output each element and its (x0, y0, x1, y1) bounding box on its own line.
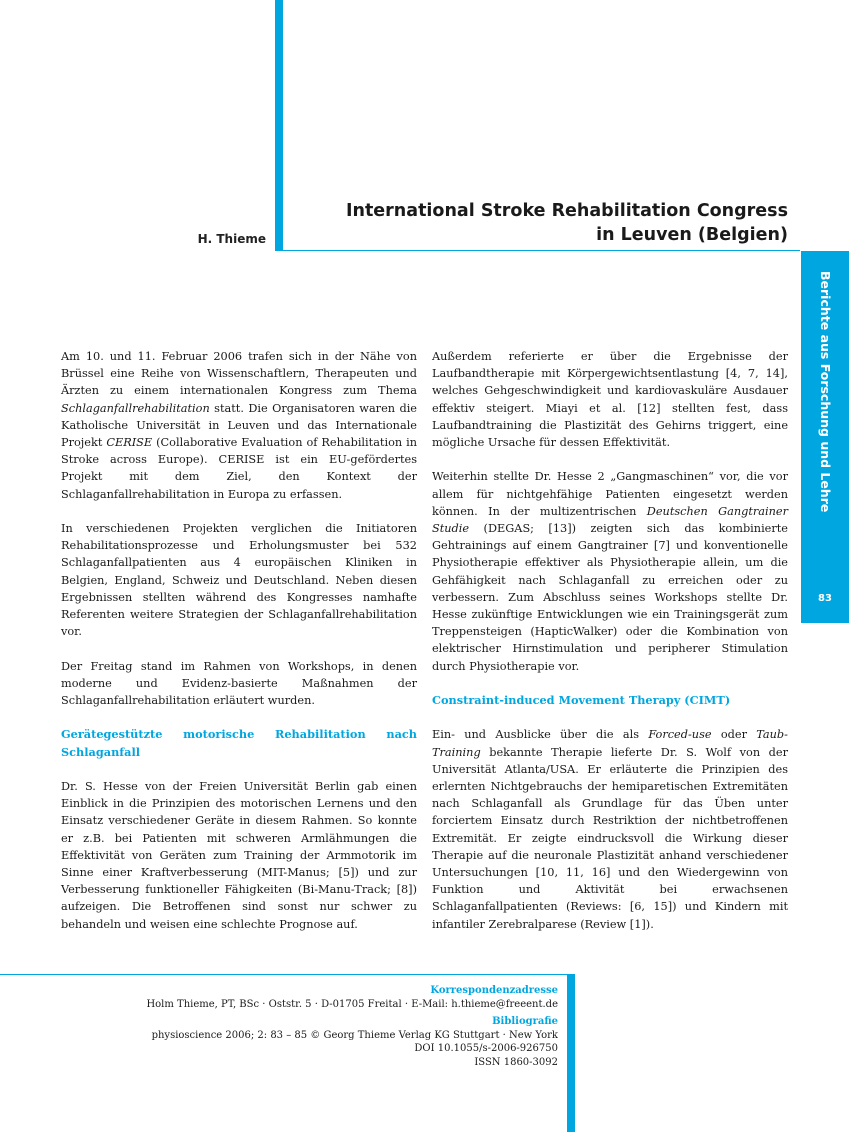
correspondence-address: Holm Thieme, PT, BSc · Oststr. 5 · D-01705 Freital · E-Mail: h.thieme@freeent.de (146, 998, 558, 1010)
right-column (432, 348, 788, 950)
paragraph: Am 10. und 11. Februar 2006 trafen sich in der Nähe von Brüssel eine Reihe von Wissenschaftlern, Therapeuten und Ärzten zu einem internationalen Kongress zum Thema Schlaganfallrehabilitation statt. Die Organisatoren waren die Katholische Universität in Leuven und das Internationale Projekt CERISE (Collaborative Evaluation of Rehabilitation in Stroke across Europe). CERISE ist ein EU-gefördertes Projekt mit dem Ziel, den Kontext der Schlaganfallrehabilitation in Europa zu erfassen. (61, 350, 417, 501)
section-heading: Constraint-induced Movement Therapy (CIMT) (432, 693, 731, 708)
paragraph: Der Freitag stand im Rahmen von Workshops, in denen moderne und Evidenz-basierte Maßnahmen der Schlaganfallrehabilitation erläutert wurden. (61, 659, 417, 708)
bibliography-heading: Bibliografie (492, 1016, 558, 1027)
doi: DOI 10.1055/s-2006-926750 (414, 1043, 558, 1054)
bibliography-line: physioscience 2006; 2: 83 – 85 © Georg Thieme Verlag KG Stuttgart · New York (151, 1029, 558, 1041)
footer-info (146, 984, 558, 1069)
section-label: Berichte aus Forschung und Lehre (818, 271, 833, 513)
footer-accent-bar (567, 974, 575, 1132)
header-accent-bar (275, 0, 283, 251)
issn: ISSN 1860-3092 (474, 1056, 558, 1068)
paragraph: Außerdem referierte er über die Ergebnisse der Laufbandtherapie mit Körpergewichtsentlastung [4, 7, 14], welches Gehgeschwindigkeit und kardiovaskuläre Ausdauer effektiv steigert. Miayi et al. [12] stellten fest, dass Laufbandtraining die Plastizität des Gehirns triggert, eine mögliche Ursache für dessen Effektivität. (432, 350, 788, 450)
paragraph: Ein- und Ausblicke über die als Forced-use oder Taub-Training bekannte Therapie lieferte Dr. S. Wolf von der Universität Atlanta/USA. Er erläuterte die Prinzipien des erlernten Nichtgebrauchs der hemiparetischen Extremitäten nach Schlaganfall als Grundlage für das Üben unter forciertem Einsatz durch Restriktion der nichtbetroffenen Extremität. Er zeigte eindrucksvoll die Wirkung dieser Therapie auf die neuronale Plastizität anhand verschiedener Untersuchungen [10, 11, 16] und den Wiedergewinn von Funktion und Aktivität bei erwachsenen Schlaganfallpatienten (Reviews: [6, 15]) und Kindern mit infantiler Zerebralparese (Review [1]). (432, 728, 788, 931)
header-rule (275, 250, 800, 251)
paragraph: In verschiedenen Projekten verglichen die Initiatoren Rehabilitationsprozesse und Erholungsmuster bei 532 Schlaganfallpatienten aus 4 europäischen Kliniken in Belgien, England, Schweiz und Deutschland. Neben diesen Ergebnissen stellten während des Kongresses namhafte Referenten weitere Strategien der Schlaganfallrehabilitation vor. (61, 522, 417, 639)
paragraph: Dr. S. Hesse von der Freien Universität Berlin gab einen Einblick in die Prinzipien des motorischen Lernens und den Einsatz verschiedener Geräte in diesem Rahmen. So konnte er z.B. bei Patienten mit schweren Armlähmungen die Effektivität von Geräten zum Training der Armmotorik im Sinne einer Kraftverbesserung (MIT-Manus; [5]) und zur Verbesserung funktioneller Fähigkeiten (Bi-Manu-Track; [8]) aufzeigen. Die Betroffenen sind sonst nur schwer zu behandeln und weisen eine schlechte Prognose auf. (61, 780, 417, 931)
title-line-2: in Leuven (Belgien) (596, 225, 788, 245)
title-line-1: International Stroke Rehabilitation Congress (345, 201, 788, 221)
page-number: 83 (818, 593, 832, 604)
left-column (61, 348, 417, 950)
section-heading: Gerätegestützte motorische Rehabilitation nach Schlaganfall (61, 727, 417, 759)
article-title (308, 199, 788, 247)
author-name: H. Thieme (197, 232, 266, 246)
paragraph: Weiterhin stellte Dr. Hesse 2 „Gangmaschinen“ vor, die vor allem für nichtgehfähige Patienten eingesetzt werden können. In der multizentrischen Deutschen Gangtrainer Studie (DEGAS; [13]) zeigten sich das kombinierte Gehtrainings auf einem Gangtrainer [7] und konventionelle Physiotherapie effektiver als Physiotherapie allein, um die Gehfähigkeit nach Schlaganfall zu erreichen oder zu verbessern. Zum Abschluss seines Workshops stellte Dr. Hesse zukünftige Entwicklungen wie ein Trainingsgerät zum Treppensteigen (HapticWalker) oder die Kombination von elektrischer Hirnstimulation und peripherer Stimulation durch Physiotherapie vor. (432, 470, 788, 673)
footer-rule (0, 974, 575, 975)
correspondence-heading: Korrespondenzadresse (430, 985, 558, 996)
section-side-tab (801, 251, 849, 623)
